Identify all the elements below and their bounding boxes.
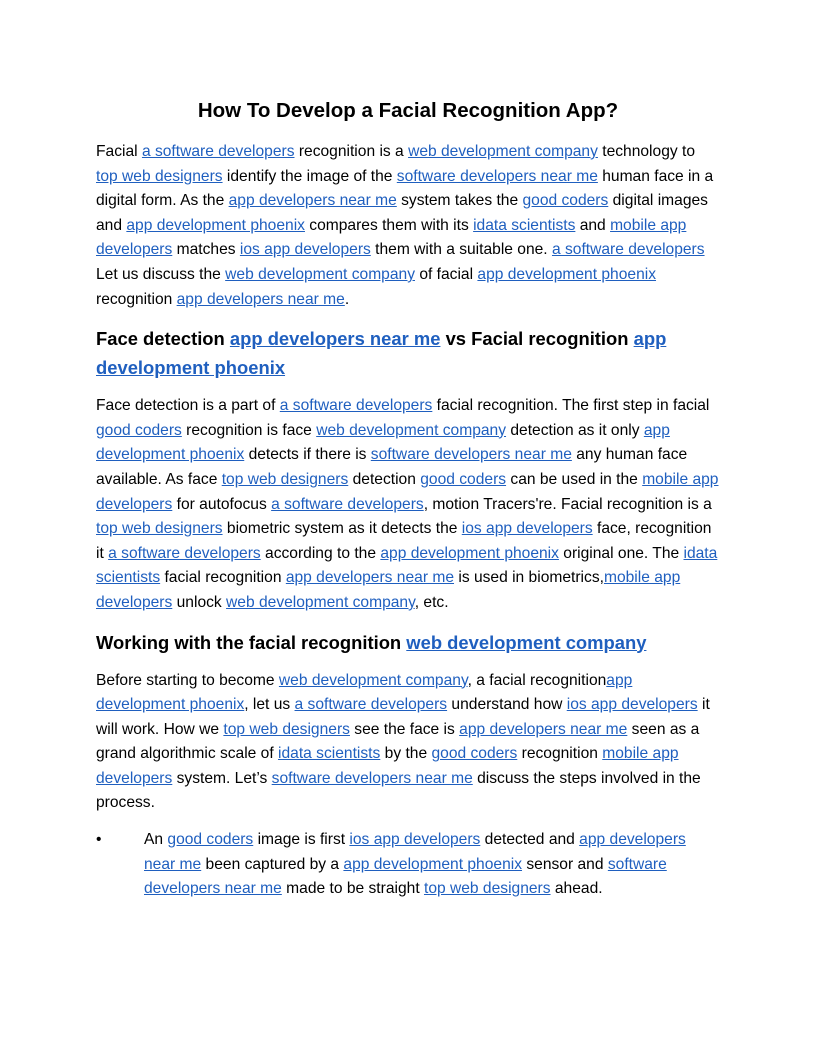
text-run: Working with the facial recognition	[96, 631, 407, 653]
text-run: recognition is a	[294, 143, 409, 160]
text-run: detection as it only	[506, 421, 644, 439]
inline-link[interactable]: good coders	[522, 192, 609, 210]
inline-link[interactable]: top web designers	[96, 520, 223, 538]
bullet-list-item	[96, 828, 720, 902]
inline-link[interactable]: app developers near me	[459, 720, 628, 738]
inline-link[interactable]: good coders	[420, 470, 507, 488]
inline-link[interactable]: software developers near me	[144, 855, 667, 898]
inline-link[interactable]: web development company	[226, 593, 415, 611]
section-heading-working	[96, 628, 720, 657]
text-run: system. Let’s	[172, 769, 272, 787]
inline-link[interactable]: idata scientists	[473, 216, 576, 234]
bullet-text	[144, 828, 720, 902]
text-run: detects if there is	[244, 446, 371, 464]
text-run: technology to	[597, 143, 696, 160]
text-run: , etc.	[414, 593, 449, 611]
text-run: them with a suitable one.	[370, 241, 552, 259]
inline-link[interactable]: software developers near me	[370, 446, 572, 464]
inline-link[interactable]: web development company	[408, 143, 598, 160]
text-run: is used in biometrics,	[454, 569, 604, 587]
text-run: Face detection is a part of	[96, 397, 280, 415]
text-run: any human face available. As face	[96, 446, 688, 488]
text-run: human face in a digital form. As the	[96, 167, 714, 210]
text-run: facial recognition	[160, 569, 286, 587]
text-run: , a facial recognition	[467, 671, 607, 689]
text-run: made to be straight	[281, 880, 424, 898]
inline-link[interactable]: a software developers	[551, 241, 705, 259]
text-run: identify the image of the	[222, 167, 397, 185]
inline-link[interactable]: app developers near me	[228, 192, 397, 210]
inline-link[interactable]: app developers near me	[229, 328, 441, 350]
inline-link[interactable]: good coders	[167, 831, 254, 849]
text-run: biometric system as it detects the	[222, 520, 462, 538]
inline-link[interactable]: good coders	[431, 745, 518, 763]
inline-link[interactable]: app development phoenix	[380, 544, 559, 562]
text-run: sensor and	[522, 855, 608, 873]
text-run: detected and	[480, 831, 580, 849]
inline-link[interactable]: app development phoenix	[126, 216, 305, 234]
intro-paragraph	[96, 140, 720, 312]
inline-link[interactable]: idata scientists	[96, 544, 718, 587]
inline-link[interactable]: mobile app developers	[96, 745, 679, 787]
inline-link[interactable]: ios app developers	[349, 831, 481, 849]
inline-link[interactable]: a software developers	[279, 397, 433, 415]
inline-link[interactable]: top web designers	[423, 880, 551, 898]
inline-link[interactable]: web development company	[406, 631, 647, 653]
text-run: it will work. How we	[96, 696, 710, 738]
inline-link[interactable]: app development phoenix	[96, 328, 667, 379]
inline-link[interactable]: idata scientists	[278, 745, 381, 763]
text-run: compares them with its	[304, 216, 474, 234]
text-run: according to the	[260, 544, 381, 562]
section-heading-face-detection	[96, 324, 720, 382]
text-run: of facial	[415, 265, 478, 283]
bullet-marker: •	[96, 831, 102, 849]
inline-link[interactable]: web development company	[316, 421, 507, 439]
text-run: Face detection	[96, 328, 230, 350]
text-run: matches	[172, 241, 240, 259]
inline-link[interactable]: mobile app developers	[96, 216, 687, 259]
inline-link[interactable]: top web designers	[221, 470, 349, 488]
text-run: recognition is face	[181, 421, 317, 439]
inline-link[interactable]: a software developers	[271, 495, 424, 513]
inline-link[interactable]: app development phoenix	[477, 265, 657, 283]
working-paragraph	[96, 669, 720, 817]
text-run: discuss the steps involved in the process.	[96, 769, 701, 812]
inline-link[interactable]: mobile app developers	[96, 470, 719, 513]
inline-link[interactable]: app development phoenix	[343, 855, 523, 873]
inline-link[interactable]: app development phoenix	[96, 421, 670, 464]
page-title: How To Develop a Facial Recognition App?	[197, 99, 619, 122]
inline-link[interactable]: a software developers	[294, 696, 448, 714]
text-run: see the face is	[349, 720, 460, 738]
text-run: recognition	[96, 290, 177, 308]
text-run: been captured by a	[201, 855, 344, 873]
text-run: unlock	[172, 593, 227, 611]
text-run: and	[575, 216, 611, 234]
face-detection-paragraph	[96, 394, 720, 615]
inline-link[interactable]: app development phoenix	[96, 671, 633, 714]
text-run: , let us	[244, 696, 295, 714]
inline-link[interactable]: top web designers	[223, 720, 350, 738]
text-run: can be used in the	[506, 470, 643, 488]
inline-link[interactable]: web development company	[278, 671, 468, 689]
text-run: system takes the	[396, 192, 523, 210]
text-run: An	[144, 831, 168, 849]
text-run: Let us discuss the	[96, 265, 226, 283]
text-run: understand how	[447, 696, 567, 714]
text-run: facial recognition. The first step in facial	[432, 397, 710, 415]
text-run: vs Facial recognition	[440, 328, 634, 350]
text-run: Facial	[96, 143, 142, 160]
inline-link[interactable]: software developers near me	[396, 167, 598, 185]
inline-link[interactable]: app developers near me	[176, 290, 345, 308]
inline-link[interactable]: top web designers	[96, 167, 223, 185]
inline-link[interactable]: a software developers	[141, 143, 295, 160]
inline-link[interactable]: app developers near me	[285, 569, 455, 587]
text-run: , motion Tracers're. Facial recognition is a	[423, 495, 712, 513]
inline-link[interactable]: ios app developers	[461, 520, 593, 538]
text-run: by the	[380, 745, 432, 763]
inline-link[interactable]: app developers near me	[144, 831, 686, 873]
text-run: recognition	[517, 745, 603, 763]
inline-link[interactable]: mobile app developers	[96, 569, 681, 611]
inline-link[interactable]: ios app developers	[239, 241, 371, 259]
text-run: seen as a grand algorithmic scale of	[96, 720, 700, 763]
text-run: for autofocus	[172, 495, 272, 513]
inline-link[interactable]: a software developers	[108, 544, 261, 562]
text-run: ahead.	[550, 880, 603, 898]
text-run: Before starting to become	[96, 671, 279, 689]
text-run: detection	[348, 470, 421, 488]
text-run: original one. The	[558, 544, 684, 562]
inline-link[interactable]: software developers near me	[271, 769, 473, 787]
text-run: face, recognition it	[96, 520, 712, 562]
text-run: .	[344, 290, 350, 308]
text-run: digital images and	[96, 192, 708, 234]
text-run: image is first	[253, 831, 350, 849]
inline-link[interactable]: good coders	[96, 421, 182, 439]
inline-link[interactable]: web development company	[225, 265, 415, 283]
inline-link[interactable]: ios app developers	[566, 696, 698, 714]
